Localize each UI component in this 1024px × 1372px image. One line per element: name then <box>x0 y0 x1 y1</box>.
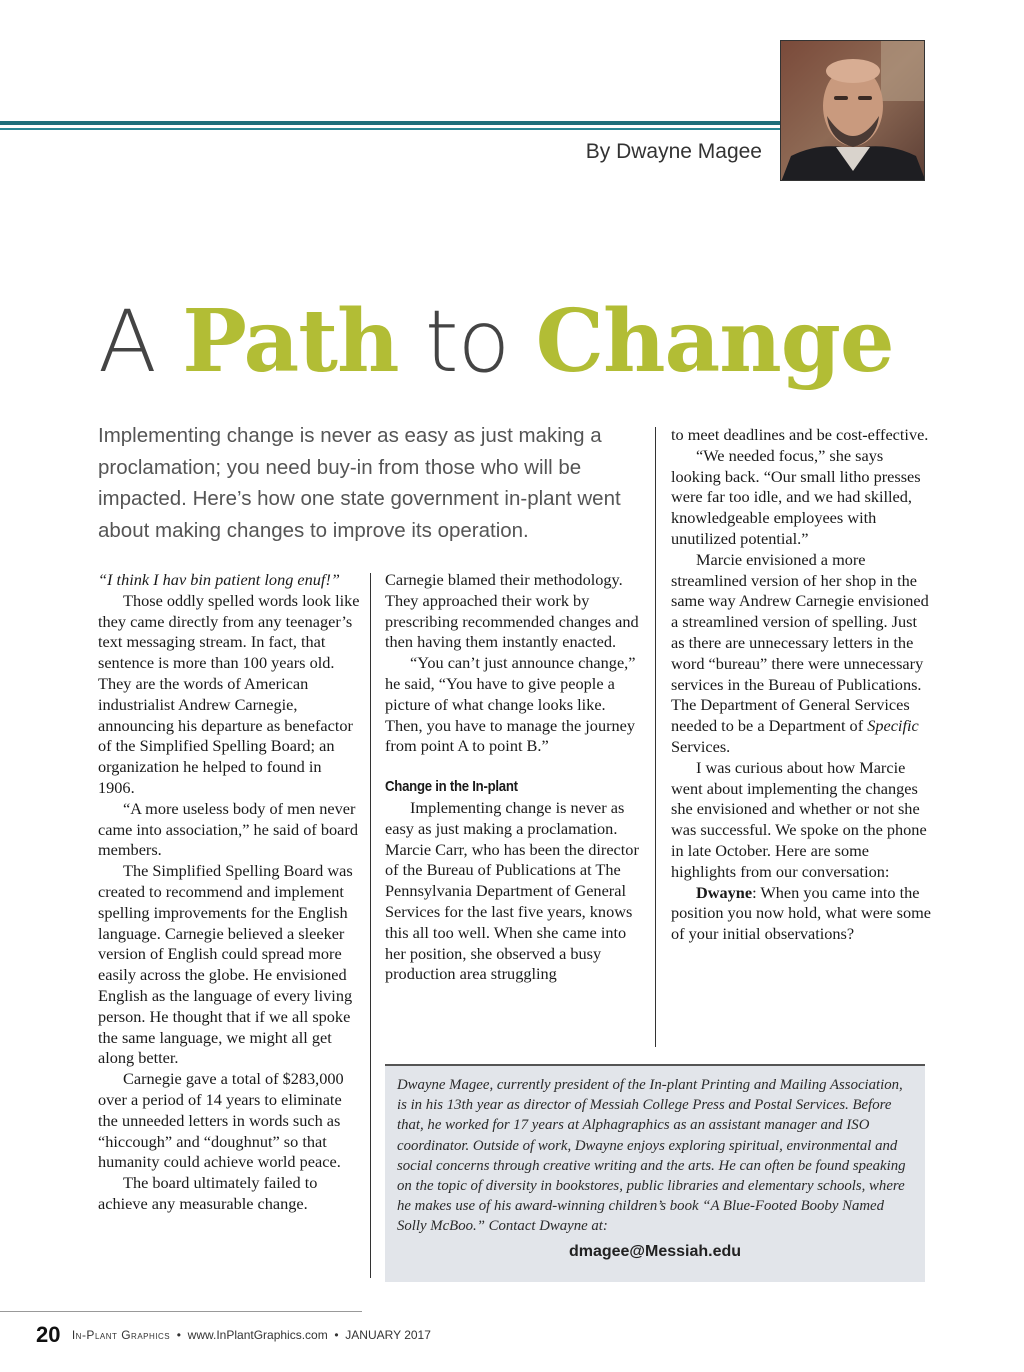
spacer <box>385 757 645 777</box>
paragraph: The board ultimately failed to achieve any measurable change. <box>98 1173 318 1213</box>
author-portrait-icon <box>781 41 925 181</box>
byline: By Dwayne Magee <box>585 140 762 163</box>
header-rule-thin <box>0 128 780 130</box>
footer-separator: • <box>176 1328 181 1342</box>
article-column-3 <box>671 425 931 945</box>
paragraph-text: Services. <box>671 736 731 756</box>
paragraph: Implementing change is never as easy as just making a proclamation. Marcie Carr, who has been the director of the Bureau of Publications at The Pennsylvania Department of General Services for the last five years, knows this all too well. When she came into her position, she observed a busy production area struggling <box>385 797 639 984</box>
paragraph: to meet deadlines and be cost-effective. <box>671 425 929 444</box>
speaker-name: Dwayne <box>696 882 753 902</box>
header-rule <box>0 121 780 125</box>
paragraph: Carnegie gave a total of $283,000 over a period of 14 years to eliminate the unneeded letters in words such as “hiccough” and “doughnut” so that humanity could achieve world peace. <box>98 1069 344 1172</box>
headline-a: A <box>98 292 156 392</box>
headline-path: Path <box>182 291 399 392</box>
article-column-1 <box>98 570 360 1215</box>
page-number: 20 <box>36 1322 61 1347</box>
deck-intro: Implementing change is never as easy as just making a proclamation; you need buy-in from those who will be impacted. Here’s how one state government in-plant went about making changes to improve its operation. <box>98 424 621 542</box>
author-bio-text: Dwayne Magee, currently president of the In-plant Printing and Mailing Association, is in his 13th year as director of Messiah College Press and Postal Services. Before that, he worked for 17 years at Alphagraphics as an assistant manager and ISO coordinator. Outside of work, Dwayne enjoys exploring spiritual, environmental and social concerns through creative writing and the arts. He can often be found speaking on the topic of diversity in bookstores, public libraries and elementary schools, where he makes use of his award-winning children’s book “A Blue-Footed Booby Named Solly McBoo.” Contact Dwayne at: <box>397 1077 906 1235</box>
paragraph: The Simplified Spelling Board was created to recommend and implement spelling improvements for the English language. Carnegie believed a sleeker version of English could spread more easily across the globe. He envisioned English as the language of every living person. He thought that if we all spoke the same language, we might all get along better. <box>98 861 353 1068</box>
paragraph: “You can’t just announce change,” he said, “You have to give people a picture of what change looks like. Then, you have to manage the journey from point A to point B.” <box>385 653 636 756</box>
paragraph: Those oddly spelled words look like they came directly from any teenager’s text messaging stream. In fact, that sentence is more than 100 years old. They are the words of American industrialist Andrew Carnegie, announcing his departure as benefactor of the Simplified Spelling Board; an organization he helped to found in 1906. <box>98 590 360 797</box>
paragraph: Carnegie blamed their methodology. They approached their work by prescribing recommended changes and then having them instantly enacted. <box>385 570 639 652</box>
headline <box>98 290 894 394</box>
article-column-2 <box>385 570 645 985</box>
opening-quote: “I think I hav bin patient long enuf!” <box>98 570 340 589</box>
magazine-name: In-Plant Graphics <box>71 1328 171 1342</box>
website-link[interactable]: www.InPlantGraphics.com <box>187 1328 328 1342</box>
paragraph: I was curious about how Marcie went about implementing the changes she envisioned and whether or not she was successful. We spoke on the phone in late October. Here are some highlights from our conversation: <box>671 757 927 881</box>
page-footer <box>36 1322 431 1348</box>
headline-change: Change <box>535 291 894 392</box>
author-photo <box>780 40 925 181</box>
emphasis-word: Specific <box>867 716 919 736</box>
paragraph <box>671 550 931 758</box>
headline-to: to <box>424 292 510 392</box>
author-bio-box <box>385 1064 925 1282</box>
interview-question <box>671 883 931 945</box>
paragraph: “We needed focus,” she says looking back. “Our small litho presses were far too idle, and we had skilled, knowledgeable employees with unutilized potential.” <box>671 445 921 548</box>
section-subhead: Change in the In-plant <box>385 778 518 796</box>
author-email-link[interactable]: dmagee@Messiah.edu <box>568 1242 742 1260</box>
footer-rule <box>0 1311 362 1312</box>
column-divider <box>655 427 656 1047</box>
paragraph: “A more useless body of men never came into association,” he said of board members. <box>98 798 358 860</box>
footer-separator: • <box>334 1328 339 1342</box>
question-text: : When you came into the position you now hold, what were some of your initial observations? <box>671 882 932 944</box>
column-divider <box>370 573 371 1278</box>
paragraph-text: Marcie envisioned a more streamlined version of her shop in the same way Andrew Carnegie envisioned a streamlined version of spelling. Just as there are unnecessary letters in the word “bureau” there were unnecessary services in the Bureau of Publications. The Department of General Services needed to be a Department of <box>671 549 929 736</box>
issue-date: JANUARY 2017 <box>345 1328 431 1342</box>
